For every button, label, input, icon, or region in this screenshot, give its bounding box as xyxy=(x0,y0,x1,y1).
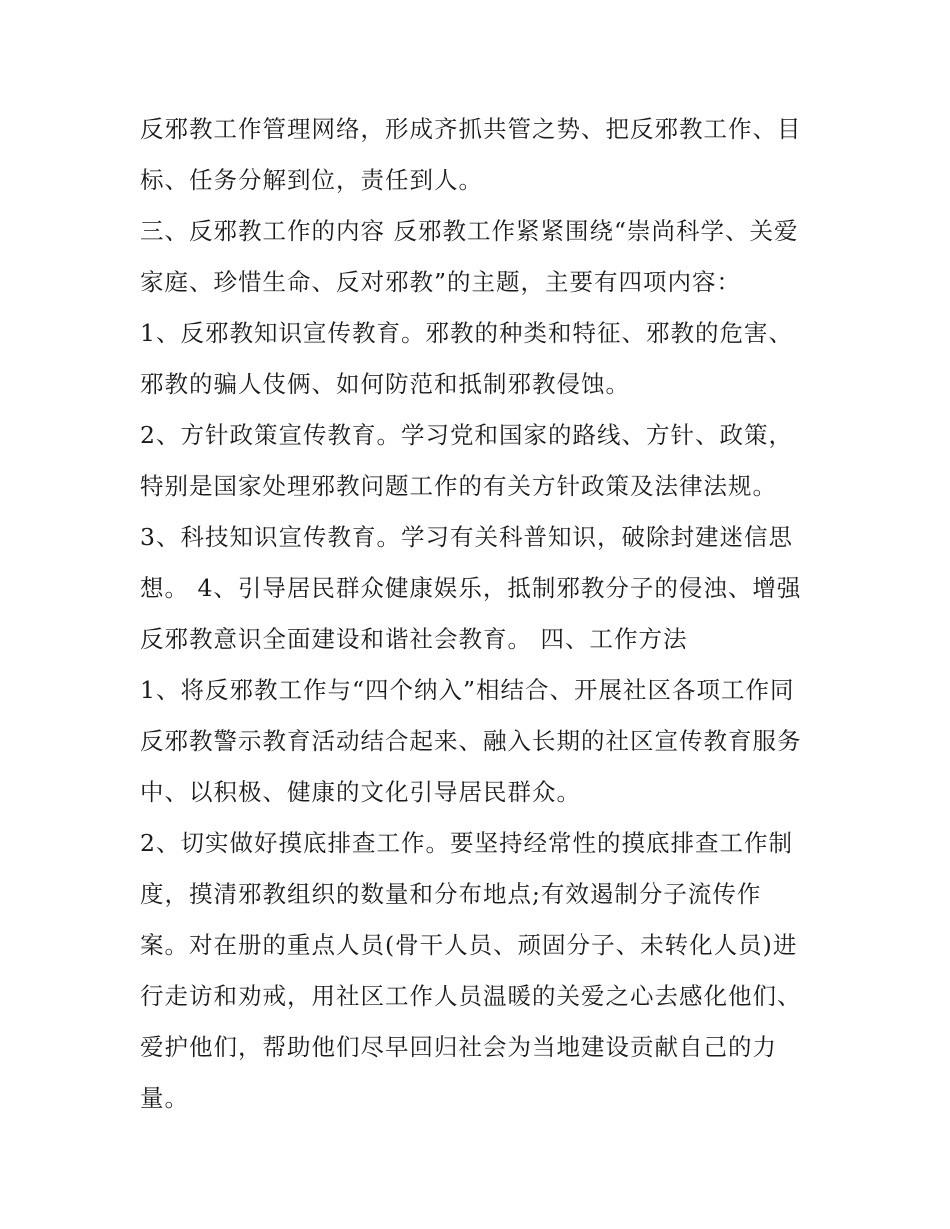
text-line: 度，摸清邪教组织的数量和分布地点;有效遏制分子流传作 xyxy=(140,880,762,908)
text-line: 3、科技知识宣传教育。学习有关科普知识，破除封建迷信思 xyxy=(140,523,793,551)
text-line: 反邪教警示教育活动结合起来、融入长期的社区宣传教育服务 xyxy=(140,727,802,755)
text-line: 反邪教意识全面建设和谐社会教育。 四、工作方法 xyxy=(140,625,688,653)
text-line: 三、反邪教工作的内容 反邪教工作紧紧围绕“崇尚科学、关爱 xyxy=(140,217,799,245)
text-line: 2、切实做好摸底排查工作。要坚持经常性的摸底排查工作制 xyxy=(140,829,793,857)
text-line: 案。对在册的重点人员(骨干人员、顽固分子、未转化人员)进 xyxy=(140,931,798,959)
text-line: 特别是国家处理邪教问题工作的有关方针政策及法律法规。 xyxy=(140,472,777,500)
text-line: 量。 xyxy=(140,1084,189,1112)
text-line: 2、方针政策宣传教育。学习党和国家的路线、方针、政策， xyxy=(140,421,793,449)
body-text xyxy=(140,104,830,1124)
text-line: 1、将反邪教工作与“四个纳入”相结合、开展社区各项工作同 xyxy=(140,676,795,704)
text-line: 行走访和劝戒，用社区工作人员温暖的关爱之心去感化他们、 xyxy=(140,982,802,1010)
text-line: 邪教的骗人伎俩、如何防范和抵制邪教侵蚀。 xyxy=(140,370,630,398)
text-line: 爱护他们，帮助他们尽早回归社会为当地建设贡献自己的力 xyxy=(140,1033,777,1061)
text-line: 反邪教工作管理网络，形成齐抓共管之势、把反邪教工作、目 xyxy=(140,115,802,143)
text-line: 标、任务分解到位，责任到人。 xyxy=(140,166,483,194)
text-line: 1、反邪教知识宣传教育。邪教的种类和特征、邪教的危害、 xyxy=(140,319,793,347)
text-line: 中、以积极、健康的文化引导居民群众。 xyxy=(140,778,581,806)
text-line: 想。 4、引导居民群众健康娱乐，抵制邪教分子的侵浊、增强 xyxy=(140,574,802,602)
text-line: 家庭、珍惜生命、反对邪教”的主题，主要有四项内容： xyxy=(140,268,742,296)
